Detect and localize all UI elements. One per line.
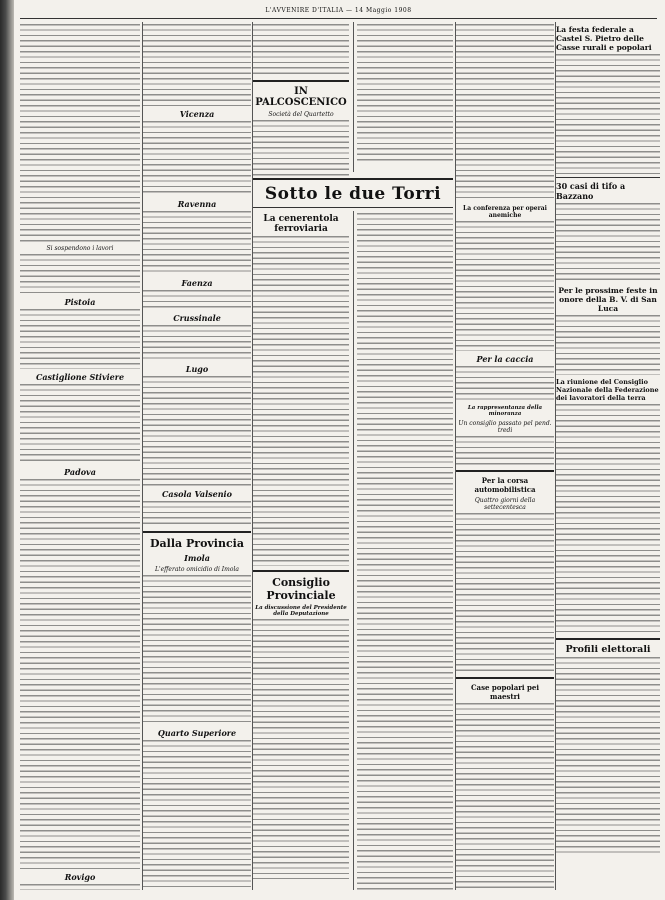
col5-heading-consiglio-nazionale: La riunione del Consiglio Nazionale della Federazione dei lavoratori della terra [556, 378, 659, 402]
text-block [556, 657, 660, 857]
text-block [20, 24, 140, 242]
column-3 [252, 22, 453, 890]
col4-heading-settecentesca: Quattro giorni della settecentesca [474, 497, 536, 511]
col5-heading-profili: Profili elettorali [565, 644, 651, 655]
col3-main-right [353, 211, 453, 890]
text-block [456, 366, 554, 402]
col3-upper-left [253, 22, 349, 172]
divider [253, 178, 453, 180]
col4-heading-pend: Un consiglio passato pel pend. tredi [458, 420, 552, 434]
text-block [143, 290, 251, 310]
column-4 [455, 22, 554, 890]
text-block [456, 24, 554, 202]
col4-heading-caccia: Per la caccia [476, 354, 534, 364]
col4-heading-corsa: Per la corsa automobilistica [474, 476, 536, 494]
col2-heading-crussinale: Crussinale [173, 313, 221, 323]
column-5 [555, 22, 660, 890]
text-block [357, 213, 453, 890]
col2-heading-lugo: Lugo [185, 364, 209, 374]
text-block [143, 24, 251, 106]
col3-heading-quartetto: Società del Quartetto [268, 111, 334, 118]
page-header: L'AVVENIRE D'ITALIA — 14 Maggio 1908 [20, 4, 657, 19]
col2-heading-imola: Imola [184, 553, 210, 563]
col5-heading-tifo: 30 casi di tifo a Bazzano [556, 181, 626, 201]
col4-heading-case-popolari: Case popolari pei maestri [470, 683, 540, 701]
text-block [456, 436, 554, 466]
col1-heading-castiglione: Castiglione Stiviere [35, 372, 125, 382]
text-block [253, 24, 349, 76]
col2-heading-vicenza: Vicenza [179, 109, 215, 119]
col3-main [253, 174, 453, 890]
col1-heading-pistoia: Pistoia [64, 297, 96, 307]
col4-heading-minoranza: La rappresentanza della minoranza [467, 405, 543, 417]
text-block [456, 221, 554, 351]
col2-heading-faenza: Faenza [181, 278, 213, 288]
text-block [143, 325, 251, 361]
col2-heading-quarto: Quarto Superiore [157, 728, 237, 738]
text-block [20, 309, 140, 369]
text-block [143, 376, 251, 486]
text-block [556, 404, 660, 634]
text-block [253, 619, 349, 879]
col5-heading-san-luca: Per le prossime feste in onore della B. V. di San Luca [558, 286, 658, 313]
divider [456, 677, 554, 679]
text-block [143, 211, 251, 275]
text-block [253, 120, 349, 180]
text-block [20, 384, 140, 464]
col2-heading-casola: Casola Valsenio [162, 489, 232, 499]
col3-heading-discussione: La discussione del Presidente della Deputazione [255, 605, 347, 617]
text-block [143, 575, 251, 725]
text-block [20, 884, 140, 890]
text-block [556, 54, 660, 174]
text-block [143, 501, 251, 527]
col4-heading-conferenza: La conferenza per operai anemiche [463, 205, 547, 219]
col3-heading-cenerentola: La cenerentola ferroviaria [263, 214, 339, 234]
divider [143, 531, 251, 533]
divider [456, 470, 554, 472]
column-1 [20, 22, 140, 890]
col3-main-left [253, 211, 349, 890]
text-block [143, 121, 251, 196]
text-block [253, 236, 349, 566]
col1-heading-rovigo: Rovigo [64, 872, 96, 882]
text-block [456, 513, 554, 673]
divider [253, 207, 453, 208]
divider [253, 570, 349, 572]
col1-snippet: Si sospendono i lavori [46, 245, 114, 252]
col2-heading-provincia: Dalla Provincia [150, 537, 244, 550]
col3-upper-right [353, 22, 453, 172]
col2-heading-omicidio: L'efferato omicidio di Imola [155, 566, 239, 573]
col3-heading-sotto-torri: Sotto le due Torri [264, 184, 442, 204]
col2-heading-ravenna: Ravenna [177, 199, 217, 209]
col3-heading-palcoscenico: IN PALCOSCENICO [255, 86, 347, 108]
col5-heading-festa: La festa federale a Castel S. Pietro delle Casse rurali e popolari [556, 25, 652, 52]
divider [556, 177, 660, 178]
text-block [143, 740, 251, 890]
text-block [20, 254, 140, 294]
binding-shadow [0, 0, 14, 900]
col1-heading-padova: Padova [64, 467, 96, 477]
text-block [20, 479, 140, 869]
column-2 [142, 22, 251, 890]
col3-heading-consiglio: Consiglio Provinciale [266, 576, 336, 602]
text-block [456, 703, 554, 890]
text-block [556, 203, 660, 283]
text-block [357, 24, 453, 164]
divider [253, 80, 349, 82]
divider [556, 638, 660, 640]
text-block [556, 315, 660, 375]
